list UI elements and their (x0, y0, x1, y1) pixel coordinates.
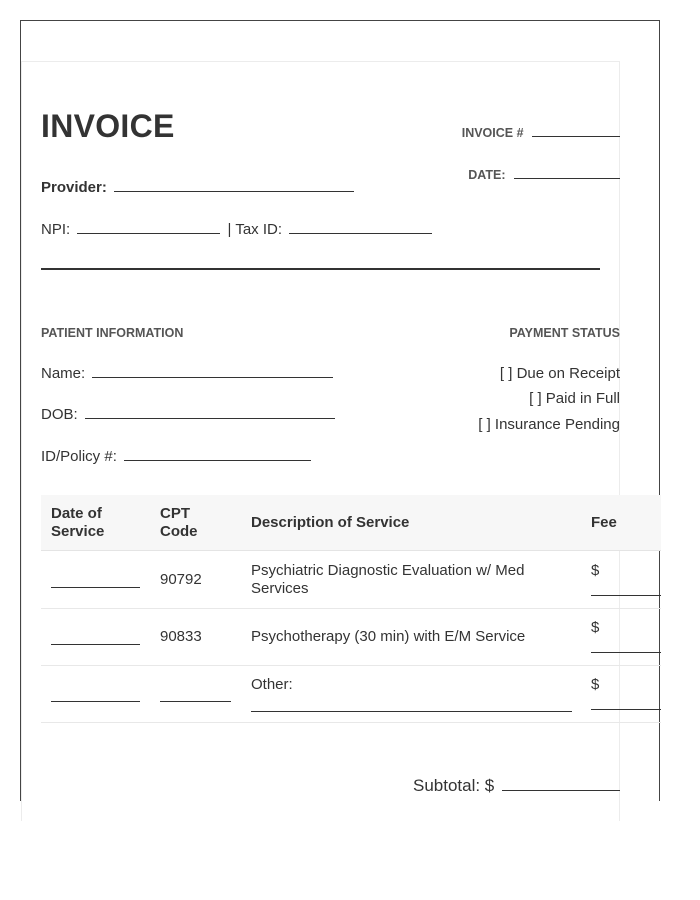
fee-line[interactable] (591, 652, 661, 653)
fee-currency: $ (591, 676, 600, 693)
header-description: Description of Service (251, 514, 410, 531)
subtotal-line (502, 789, 620, 791)
services-table-header (41, 495, 661, 551)
invoice-number-label: INVOICE # (461, 126, 524, 140)
invoice-date-line (514, 177, 620, 179)
header-divider (41, 268, 600, 270)
patient-name-field[interactable] (41, 365, 333, 382)
patient-dob-line (85, 417, 335, 419)
table-row (41, 551, 661, 609)
header-date-of-service: Date of Service (51, 505, 105, 540)
cpt-code-line[interactable] (160, 701, 231, 702)
npi-taxid-field[interactable] (41, 221, 432, 238)
patient-name-line (92, 376, 333, 378)
payment-option-insurance-pending[interactable]: [ ] Insurance Pending (478, 416, 620, 433)
fee-currency: $ (591, 562, 600, 579)
tax-id-label: | Tax ID: (227, 221, 283, 238)
patient-name-label: Name: (41, 365, 86, 382)
patient-policy-label: ID/Policy #: (41, 448, 117, 465)
payment-status-heading: PAYMENT STATUS (509, 326, 620, 340)
patient-policy-field[interactable] (41, 448, 311, 465)
table-row (41, 608, 661, 666)
header-cpt-code: CPT Code (160, 505, 198, 540)
date-of-service-line[interactable] (51, 587, 140, 588)
subtotal-field[interactable] (413, 776, 620, 796)
service-description: Psychotherapy (30 min) with E/M Service (251, 628, 526, 645)
header-fee: Fee (591, 514, 617, 531)
service-description: Psychiatric Diagnostic Evaluation w/ Med Services (251, 562, 525, 597)
invoice-title: INVOICE (41, 108, 175, 144)
payment-option-due-on-receipt[interactable]: [ ] Due on Receipt (499, 365, 620, 382)
invoice-date-label: DATE: (468, 168, 506, 182)
patient-policy-line (124, 459, 311, 461)
patient-dob-field[interactable] (41, 406, 335, 423)
provider-field[interactable] (41, 179, 354, 196)
payment-option-paid-in-full[interactable]: [ ] Paid in Full (529, 390, 620, 407)
subtotal-label: Subtotal: $ (412, 776, 495, 795)
fee-line[interactable] (591, 595, 661, 596)
fee-currency: $ (591, 619, 600, 636)
date-of-service-line[interactable] (51, 644, 140, 645)
tax-id-line (289, 232, 432, 234)
patient-dob-label: DOB: (41, 406, 78, 423)
invoice-date-field[interactable] (468, 166, 620, 184)
invoice-number-field[interactable] (462, 124, 620, 142)
cpt-code: 90833 (160, 628, 202, 645)
patient-info-heading: PATIENT INFORMATION (41, 326, 184, 340)
cpt-code: 90792 (160, 571, 202, 588)
provider-line (114, 190, 354, 192)
npi-line (77, 232, 220, 234)
date-of-service-line[interactable] (51, 701, 140, 702)
other-service-label: Other: (251, 676, 293, 693)
invoice-number-line (532, 135, 620, 137)
fee-line[interactable] (591, 709, 661, 710)
table-row (41, 665, 661, 723)
other-service-line[interactable] (251, 711, 572, 712)
provider-label: Provider: (41, 179, 107, 196)
npi-label: NPI: (41, 221, 71, 238)
